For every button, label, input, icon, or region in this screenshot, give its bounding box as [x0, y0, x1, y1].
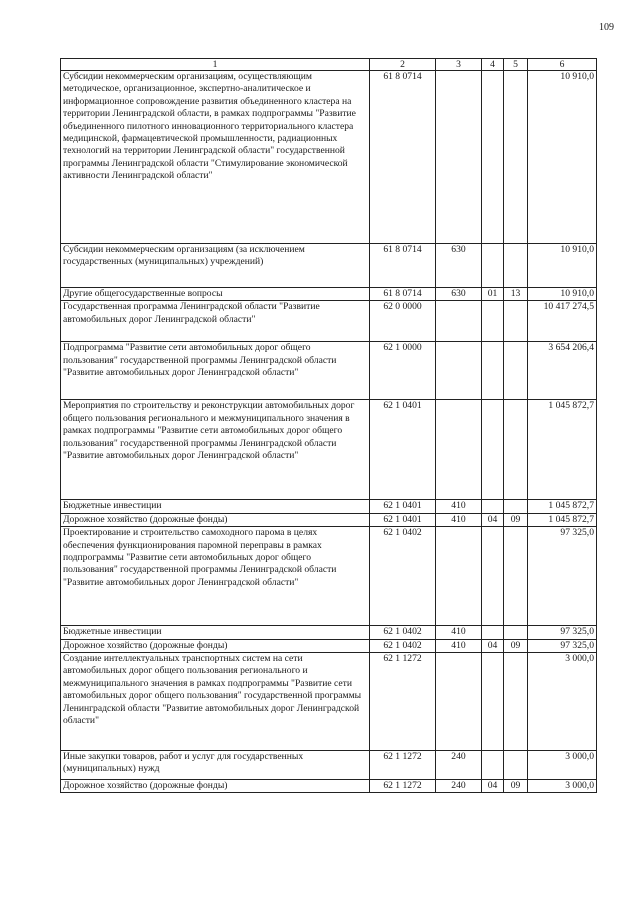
row-target-code: 62 1 0401: [370, 400, 436, 500]
row-target-code: 62 1 0401: [370, 513, 436, 526]
row-expense-type: [436, 527, 482, 626]
row-subsection: 09: [504, 513, 528, 526]
row-target-code: 62 1 0402: [370, 527, 436, 626]
page-number: 109: [599, 22, 614, 33]
table-row: [61, 527, 597, 626]
row-section: [482, 653, 504, 751]
row-section: [482, 527, 504, 626]
row-subsection: [504, 653, 528, 751]
row-section: [482, 301, 504, 342]
budget-table: [60, 58, 597, 793]
row-target-code: 62 0 0000: [370, 301, 436, 342]
row-name: Проектирование и строительство самоходного парома в целях обеспечения функционирования паромной переправы в рамках подпрограммы "Развитие сети автомобильных дорог общего пользования" государственной программы Ленинградской области "Развитие автомобильных дорог Ленинградской области": [61, 527, 370, 626]
row-name: Дорожное хозяйство (дорожные фонды): [61, 780, 370, 793]
row-name: Подпрограмма "Развитие сети автомобильных дорог общего пользования" государственной программы Ленинградской области "Развитие автомобильных дорог Ленинградской области": [61, 342, 370, 400]
row-target-code: 61 8 0714: [370, 244, 436, 288]
row-expense-type: 410: [436, 639, 482, 652]
row-name: Бюджетные инвестиции: [61, 626, 370, 639]
row-expense-type: 410: [436, 626, 482, 639]
row-subsection: [504, 500, 528, 513]
column-header-3: 3: [436, 59, 482, 71]
column-header-2: 2: [370, 59, 436, 71]
row-name: Дорожное хозяйство (дорожные фонды): [61, 513, 370, 526]
row-section: 04: [482, 780, 504, 793]
row-target-code: 62 1 1272: [370, 780, 436, 793]
row-subsection: [504, 751, 528, 780]
row-name: Другие общегосударственные вопросы: [61, 288, 370, 301]
row-expense-type: 240: [436, 780, 482, 793]
table-row: [61, 500, 597, 513]
row-target-code: 62 1 0402: [370, 626, 436, 639]
row-amount: 10 910,0: [528, 244, 597, 288]
row-expense-type: [436, 653, 482, 751]
row-subsection: [504, 71, 528, 244]
row-amount: 3 000,0: [528, 751, 597, 780]
row-section: [482, 71, 504, 244]
row-subsection: 09: [504, 780, 528, 793]
row-section: [482, 400, 504, 500]
row-expense-type: [436, 71, 482, 244]
row-name: Бюджетные инвестиции: [61, 500, 370, 513]
row-section: [482, 751, 504, 780]
row-amount: 3 000,0: [528, 780, 597, 793]
row-amount: 97 325,0: [528, 639, 597, 652]
table-row: [61, 288, 597, 301]
column-header-6: 6: [528, 59, 597, 71]
row-amount: 3 000,0: [528, 653, 597, 751]
row-section: 04: [482, 639, 504, 652]
table-row: [61, 400, 597, 500]
row-target-code: 62 1 0000: [370, 342, 436, 400]
row-amount: 10 910,0: [528, 71, 597, 244]
header-row: [61, 59, 597, 71]
row-name: Мероприятия по строительству и реконструкции автомобильных дорог общего пользования регионального и межмуниципального значения в рамках подпрограммы "Развитие сети автомобильных дорог общего пользования" государственной программы Ленинградской области "Развитие автомобильных дорог Ленинградской области": [61, 400, 370, 500]
row-amount: 97 325,0: [528, 626, 597, 639]
column-header-5: 5: [504, 59, 528, 71]
row-subsection: [504, 342, 528, 400]
row-amount: 3 654 206,4: [528, 342, 597, 400]
row-expense-type: [436, 301, 482, 342]
row-name: Иные закупки товаров, работ и услуг для государственных (муниципальных) нужд: [61, 751, 370, 780]
row-expense-type: 240: [436, 751, 482, 780]
row-subsection: [504, 400, 528, 500]
row-target-code: 62 1 1272: [370, 653, 436, 751]
row-amount: 1 045 872,7: [528, 500, 597, 513]
table-row: [61, 653, 597, 751]
row-target-code: 61 8 0714: [370, 288, 436, 301]
row-section: [482, 342, 504, 400]
row-subsection: 09: [504, 639, 528, 652]
row-amount: 10 910,0: [528, 288, 597, 301]
row-expense-type: 630: [436, 244, 482, 288]
column-header-1: 1: [61, 59, 370, 71]
row-name: Субсидии некоммерческим организациям, осуществляющим методическое, организационное, экспертно-аналитическое и информационное сопровождение развития объединенного кластера на территории Ленинградской области, в рамках подпрограммы "Развитие объединенного пилотного инновационного территориального кластера медицинской, фармацевтической промышленности, радиационных технологий на территории Ленинградской области" государственной программы Ленинградской области "Стимулирование экономической активности Ленинградской области": [61, 71, 370, 244]
row-amount: 97 325,0: [528, 527, 597, 626]
row-subsection: [504, 626, 528, 639]
column-header-4: 4: [482, 59, 504, 71]
row-expense-type: [436, 400, 482, 500]
row-expense-type: 410: [436, 500, 482, 513]
row-target-code: 62 1 1272: [370, 751, 436, 780]
row-section: [482, 626, 504, 639]
row-target-code: 61 8 0714: [370, 71, 436, 244]
row-subsection: [504, 244, 528, 288]
row-name: Создание интеллектуальных транспортных систем на сети автомобильных дорог общего пользования регионального и межмуниципального значения в рамках подпрограммы "Развитие сети автомобильных дорог общего пользования" государственной программы Ленинградской области "Развитие автомобильных дорог Ленинградской области": [61, 653, 370, 751]
table-row: [61, 513, 597, 526]
row-section: 01: [482, 288, 504, 301]
row-amount: 1 045 872,7: [528, 400, 597, 500]
row-section: 04: [482, 513, 504, 526]
table-row: [61, 780, 597, 793]
row-target-code: 62 1 0401: [370, 500, 436, 513]
table-row: [61, 639, 597, 652]
table-row: [61, 751, 597, 780]
row-amount: 1 045 872,7: [528, 513, 597, 526]
row-subsection: [504, 301, 528, 342]
table-row: [61, 301, 597, 342]
row-name: Дорожное хозяйство (дорожные фонды): [61, 639, 370, 652]
row-subsection: 13: [504, 288, 528, 301]
row-section: [482, 500, 504, 513]
row-expense-type: 630: [436, 288, 482, 301]
row-name: Государственная программа Ленинградской области "Развитие автомобильных дорог Ленинградской области": [61, 301, 370, 342]
row-expense-type: [436, 342, 482, 400]
row-amount: 10 417 274,5: [528, 301, 597, 342]
row-subsection: [504, 527, 528, 626]
table-row: [61, 626, 597, 639]
row-name: Субсидии некоммерческим организациям (за исключением государственных (муниципальных) учреждений): [61, 244, 370, 288]
table-row: [61, 342, 597, 400]
row-section: [482, 244, 504, 288]
row-target-code: 62 1 0402: [370, 639, 436, 652]
table-row: [61, 71, 597, 244]
row-expense-type: 410: [436, 513, 482, 526]
table-row: [61, 244, 597, 288]
